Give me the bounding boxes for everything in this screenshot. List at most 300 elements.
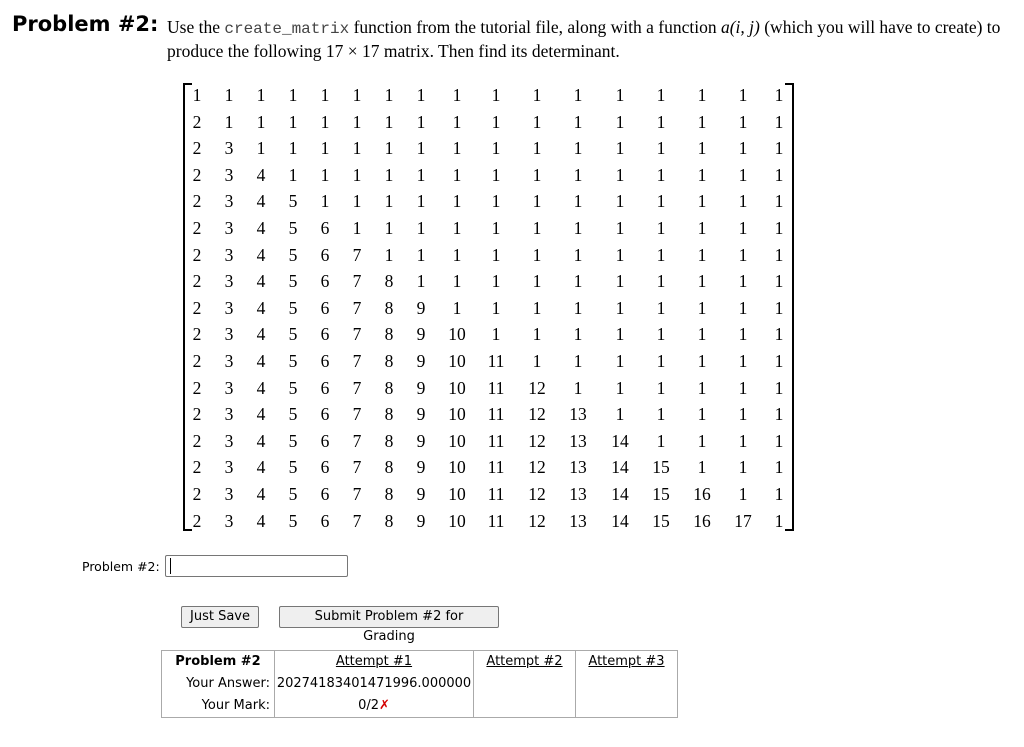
matrix-cell: 1 xyxy=(774,271,784,292)
matrix-cell: 1 xyxy=(532,297,542,318)
matrix-cell: 1 xyxy=(352,164,362,185)
matrix-cell: 1 xyxy=(532,218,542,238)
matrix-cell: 14 xyxy=(611,457,629,478)
matrix-cell: 1 xyxy=(491,271,501,292)
matrix-cell: 12 xyxy=(528,430,546,451)
matrix-cell: 1 xyxy=(416,111,426,132)
matrix-cell: 11 xyxy=(487,404,505,425)
matrix-cell: 5 xyxy=(288,297,298,318)
matrix-cell: 5 xyxy=(288,457,298,478)
matrix-cell: 14 xyxy=(611,484,629,504)
matrix-cell: 1 xyxy=(532,138,542,159)
matrix-cell: 1 xyxy=(656,85,666,105)
matrix-cell: 1 xyxy=(320,191,330,212)
matrix-cell: 2 xyxy=(192,271,202,292)
matrix-cell: 1 xyxy=(697,324,707,345)
matrix-cell: 4 xyxy=(256,271,266,292)
matrix-cell: 10 xyxy=(448,324,466,345)
matrix-cell: 4 xyxy=(256,430,266,451)
matrix-cell: 1 xyxy=(656,244,666,265)
attempt-1-link[interactable]: Attempt #1 xyxy=(335,654,413,669)
matrix-cell: 1 xyxy=(352,191,362,212)
attempt-1-column xyxy=(275,651,474,718)
function-name-code: create_matrix xyxy=(224,20,350,38)
matrix-cell: 16 xyxy=(693,484,711,504)
matrix-cell: 8 xyxy=(384,404,394,425)
matrix-cell: 1 xyxy=(697,297,707,318)
matrix-cell: 8 xyxy=(384,510,394,531)
matrix-cell: 1 xyxy=(774,164,784,185)
matrix-cell: 6 xyxy=(320,404,330,425)
attempt-2-link[interactable]: Attempt #2 xyxy=(486,654,563,669)
matrix-cell: 2 xyxy=(192,164,202,185)
matrix-cell: 2 xyxy=(192,138,202,159)
matrix-cell: 8 xyxy=(384,324,394,345)
matrix-cell: 8 xyxy=(384,457,394,478)
matrix-cell: 1 xyxy=(491,244,501,265)
matrix-cell: 9 xyxy=(416,351,426,371)
matrix-cell: 7 xyxy=(352,510,362,531)
matrix-cell: 1 xyxy=(491,191,501,212)
matrix-cell: 1 xyxy=(656,377,666,398)
matrix-cell: 1 xyxy=(256,85,266,105)
matrix-cell: 1 xyxy=(532,244,542,265)
matrix-cell: 1 xyxy=(573,324,583,345)
matrix-cell: 6 xyxy=(320,244,330,265)
matrix-cell: 1 xyxy=(573,191,583,212)
matrix-cell: 1 xyxy=(774,351,784,371)
matrix-cell: 1 xyxy=(532,191,542,212)
matrix-cell: 1 xyxy=(416,218,426,238)
matrix-cell: 2 xyxy=(192,191,202,212)
answer-label: Problem #2: xyxy=(82,559,160,574)
matrix-cell: 2 xyxy=(192,457,202,478)
matrix-cell: 4 xyxy=(256,218,266,238)
matrix-cell: 1 xyxy=(573,351,583,371)
matrix-cell: 1 xyxy=(532,324,542,345)
matrix-cell: 1 xyxy=(774,244,784,265)
matrix-cell: 1 xyxy=(774,85,784,105)
matrix-cell: 1 xyxy=(615,218,625,238)
matrix-cell: 1 xyxy=(697,111,707,132)
matrix-cell: 13 xyxy=(569,430,587,451)
matrix-cell: 1 xyxy=(615,85,625,105)
matrix-cell: 2 xyxy=(192,111,202,132)
matrix-cell: 13 xyxy=(569,404,587,425)
matrix-cell: 1 xyxy=(656,297,666,318)
matrix-cell: 1 xyxy=(615,271,625,292)
matrix-cell: 2 xyxy=(192,377,202,398)
matrix-cell: 1 xyxy=(352,85,362,105)
matrix-cell: 13 xyxy=(569,457,587,478)
matrix-cell: 1 xyxy=(416,85,426,105)
your-mark-label: Your Mark: xyxy=(201,698,270,713)
matrix-cell: 11 xyxy=(487,351,505,371)
matrix-cell: 10 xyxy=(448,404,466,425)
matrix-cell: 1 xyxy=(288,111,298,132)
matrix-cell: 5 xyxy=(288,430,298,451)
matrix-cell: 5 xyxy=(288,324,298,345)
matrix-cell: 8 xyxy=(384,377,394,398)
matrix-cell: 1 xyxy=(656,218,666,238)
matrix-cell: 10 xyxy=(448,351,466,371)
your-answer-label: Your Answer: xyxy=(186,676,270,691)
matrix-cell: 3 xyxy=(224,457,234,478)
matrix-cell: 3 xyxy=(224,218,234,238)
matrix-cell: 1 xyxy=(738,484,748,504)
matrix-cell: 2 xyxy=(192,484,202,504)
matrix-cell: 1 xyxy=(774,111,784,132)
matrix-cell: 11 xyxy=(487,430,505,451)
matrix-cell: 4 xyxy=(256,297,266,318)
matrix-cell: 7 xyxy=(352,271,362,292)
matrix-cell: 5 xyxy=(288,351,298,371)
matrix-cell: 5 xyxy=(288,191,298,212)
matrix-cell: 1 xyxy=(573,85,583,105)
answer-input[interactable] xyxy=(165,555,348,577)
matrix-cell: 1 xyxy=(656,138,666,159)
matrix-cell: 15 xyxy=(652,484,670,504)
matrix-cell: 3 xyxy=(224,297,234,318)
matrix-cell: 4 xyxy=(256,457,266,478)
matrix-cell: 1 xyxy=(656,164,666,185)
matrix-cell: 6 xyxy=(320,484,330,504)
attempt-3-link[interactable]: Attempt #3 xyxy=(588,654,665,669)
matrix-cell: 12 xyxy=(528,457,546,478)
matrix-cell: 6 xyxy=(320,297,330,318)
matrix-cell: 1 xyxy=(288,85,298,105)
matrix-cell: 1 xyxy=(320,164,330,185)
matrix-cell: 4 xyxy=(256,377,266,398)
matrix-cell: 1 xyxy=(384,244,394,265)
matrix-cell: 1 xyxy=(352,138,362,159)
matrix-cell: 1 xyxy=(697,138,707,159)
just-save-button[interactable]: Just Save xyxy=(181,606,259,628)
matrix-cell: 11 xyxy=(487,457,505,478)
attempt-1-mark: 0/2✗ xyxy=(358,698,390,713)
matrix-cell: 1 xyxy=(615,324,625,345)
matrix-cell: 10 xyxy=(448,510,466,531)
matrix-cell: 1 xyxy=(697,377,707,398)
matrix-cell: 7 xyxy=(352,430,362,451)
matrix-cell: 1 xyxy=(615,164,625,185)
matrix-cell: 13 xyxy=(569,510,587,531)
matrix-cell: 1 xyxy=(697,351,707,371)
matrix-cell: 1 xyxy=(452,271,462,292)
submit-grading-button[interactable]: Submit Problem #2 for Grading xyxy=(279,606,499,628)
matrix-cell: 1 xyxy=(573,244,583,265)
matrix-cell: 14 xyxy=(611,510,629,531)
matrix-cell: 12 xyxy=(528,484,546,504)
matrix-cell: 5 xyxy=(288,510,298,531)
matrix-cell: 1 xyxy=(491,164,501,185)
matrix-cell: 1 xyxy=(573,138,583,159)
matrix-cell: 1 xyxy=(697,164,707,185)
matrix-cell: 1 xyxy=(774,324,784,345)
matrix-cell: 1 xyxy=(384,164,394,185)
matrix-cell: 8 xyxy=(384,430,394,451)
matrix-cell: 4 xyxy=(256,164,266,185)
matrix-cell: 1 xyxy=(192,85,202,105)
attempt-2-column xyxy=(474,651,576,718)
matrix-cell: 1 xyxy=(573,271,583,292)
matrix-cell: 1 xyxy=(738,85,748,105)
matrix-cell: 3 xyxy=(224,324,234,345)
matrix-cell: 1 xyxy=(532,85,542,105)
matrix-cell: 10 xyxy=(448,484,466,504)
matrix-cell: 9 xyxy=(416,510,426,531)
matrix-cell: 11 xyxy=(487,377,505,398)
matrix-cell: 10 xyxy=(448,430,466,451)
matrix-cell: 11 xyxy=(487,510,505,531)
matrix-cell: 1 xyxy=(573,297,583,318)
matrix-cell: 1 xyxy=(774,218,784,238)
matrix-cell: 2 xyxy=(192,218,202,238)
matrix-cell: 1 xyxy=(738,164,748,185)
matrix-cell: 1 xyxy=(491,85,501,105)
matrix-cell: 1 xyxy=(320,85,330,105)
matrix-cell: 1 xyxy=(416,244,426,265)
matrix-cell: 1 xyxy=(656,404,666,425)
matrix-cell: 1 xyxy=(656,430,666,451)
matrix-cell: 1 xyxy=(697,191,707,212)
matrix-cell: 1 xyxy=(697,271,707,292)
matrix-cell: 1 xyxy=(573,111,583,132)
matrix-cell: 3 xyxy=(224,244,234,265)
matrix-cell: 1 xyxy=(384,111,394,132)
matrix-cell: 1 xyxy=(452,244,462,265)
matrix-cell: 2 xyxy=(192,351,202,371)
matrix-cell: 1 xyxy=(738,191,748,212)
matrix-cell: 1 xyxy=(256,138,266,159)
matrix-cell: 2 xyxy=(192,404,202,425)
matrix-cell: 7 xyxy=(352,297,362,318)
matrix-cell: 6 xyxy=(320,457,330,478)
matrix-cell: 5 xyxy=(288,271,298,292)
matrix-cell: 1 xyxy=(384,85,394,105)
matrix-size: 17 × 17 xyxy=(325,41,380,61)
matrix-cell: 4 xyxy=(256,324,266,345)
matrix-cell: 1 xyxy=(384,218,394,238)
matrix-cell: 1 xyxy=(615,191,625,212)
matrix-cell: 1 xyxy=(288,164,298,185)
matrix-cell: 1 xyxy=(288,138,298,159)
matrix-cell: 1 xyxy=(384,191,394,212)
matrix-cell: 5 xyxy=(288,404,298,425)
matrix-cells xyxy=(183,80,794,533)
matrix-cell: 1 xyxy=(697,404,707,425)
matrix-cell: 1 xyxy=(615,297,625,318)
wrong-x-icon: ✗ xyxy=(379,698,390,713)
matrix-cell: 1 xyxy=(738,351,748,371)
matrix-cell: 3 xyxy=(224,377,234,398)
matrix-cell: 12 xyxy=(528,510,546,531)
matrix-cell: 1 xyxy=(774,430,784,451)
matrix-cell: 3 xyxy=(224,164,234,185)
attempt-3-column xyxy=(576,651,678,718)
matrix-cell: 1 xyxy=(697,457,707,478)
matrix-cell: 1 xyxy=(738,324,748,345)
attempts-header: Problem #2 xyxy=(175,654,261,669)
matrix-cell: 1 xyxy=(320,138,330,159)
matrix-display xyxy=(183,80,794,533)
matrix-cell: 16 xyxy=(693,510,711,531)
matrix-cell: 1 xyxy=(656,324,666,345)
matrix-cell: 5 xyxy=(288,484,298,504)
matrix-cell: 1 xyxy=(256,111,266,132)
matrix-cell: 1 xyxy=(697,85,707,105)
matrix-cell: 3 xyxy=(224,138,234,159)
matrix-cell: 8 xyxy=(384,351,394,371)
matrix-cell: 1 xyxy=(532,351,542,371)
matrix-cell: 1 xyxy=(452,297,462,318)
matrix-cell: 2 xyxy=(192,324,202,345)
matrix-cell: 4 xyxy=(256,484,266,504)
matrix-cell: 8 xyxy=(384,297,394,318)
matrix-cell: 1 xyxy=(738,377,748,398)
attempts-row-labels xyxy=(162,651,275,718)
matrix-cell: 1 xyxy=(615,244,625,265)
matrix-cell: 1 xyxy=(491,297,501,318)
matrix-cell: 9 xyxy=(416,404,426,425)
matrix-cell: 7 xyxy=(352,351,362,371)
matrix-cell: 1 xyxy=(697,430,707,451)
matrix-cell: 1 xyxy=(697,218,707,238)
matrix-cell: 7 xyxy=(352,484,362,504)
matrix-cell: 17 xyxy=(734,510,752,531)
matrix-cell: 6 xyxy=(320,430,330,451)
matrix-cell: 1 xyxy=(615,111,625,132)
matrix-cell: 1 xyxy=(491,138,501,159)
matrix-cell: 1 xyxy=(352,218,362,238)
matrix-cell: 9 xyxy=(416,484,426,504)
matrix-cell: 1 xyxy=(774,191,784,212)
matrix-cell: 1 xyxy=(452,218,462,238)
matrix-cell: 1 xyxy=(416,164,426,185)
matrix-cell: 7 xyxy=(352,457,362,478)
matrix-cell: 1 xyxy=(491,324,501,345)
matrix-cell: 1 xyxy=(738,404,748,425)
matrix-cell: 3 xyxy=(224,484,234,504)
matrix-cell: 1 xyxy=(352,111,362,132)
matrix-cell: 1 xyxy=(738,297,748,318)
matrix-cell: 7 xyxy=(352,244,362,265)
matrix-cell: 1 xyxy=(774,510,784,531)
text-caret xyxy=(170,558,171,574)
problem-label: Problem #2: xyxy=(12,12,159,36)
matrix-cell: 1 xyxy=(738,218,748,238)
matrix-cell: 1 xyxy=(224,111,234,132)
matrix-cell: 1 xyxy=(452,164,462,185)
matrix-cell: 1 xyxy=(573,218,583,238)
matrix-cell: 1 xyxy=(452,138,462,159)
problem-statement: Use the create_matrix function from the tutorial file, along with a function a(i, j) (which you will have to create) to produce the following 17 × 17 matrix. Then find its determinant. xyxy=(167,17,1001,61)
matrix-cell: 1 xyxy=(416,191,426,212)
matrix-cell: 2 xyxy=(192,430,202,451)
matrix-cell: 1 xyxy=(615,351,625,371)
matrix-cell: 5 xyxy=(288,244,298,265)
matrix-cell: 11 xyxy=(487,484,505,504)
matrix-cell: 1 xyxy=(738,138,748,159)
matrix-cell: 1 xyxy=(738,430,748,451)
matrix-cell: 1 xyxy=(738,271,748,292)
attempts-table xyxy=(161,650,678,718)
matrix-cell: 1 xyxy=(774,457,784,478)
matrix-cell: 6 xyxy=(320,351,330,371)
matrix-cell: 6 xyxy=(320,271,330,292)
matrix-cell: 10 xyxy=(448,457,466,478)
matrix-cell: 1 xyxy=(532,164,542,185)
matrix-cell: 1 xyxy=(774,297,784,318)
matrix-cell: 1 xyxy=(532,111,542,132)
matrix-cell: 1 xyxy=(656,111,666,132)
matrix-cell: 6 xyxy=(320,510,330,531)
matrix-cell: 1 xyxy=(573,164,583,185)
matrix-cell: 1 xyxy=(573,377,583,398)
matrix-cell: 1 xyxy=(416,138,426,159)
matrix-cell: 1 xyxy=(774,138,784,159)
matrix-cell: 7 xyxy=(352,324,362,345)
matrix-cell: 2 xyxy=(192,297,202,318)
matrix-cell: 1 xyxy=(452,191,462,212)
matrix-cell: 1 xyxy=(416,271,426,292)
matrix-cell: 1 xyxy=(656,271,666,292)
matrix-cell: 3 xyxy=(224,191,234,212)
matrix-cell: 6 xyxy=(320,324,330,345)
matrix-cell: 1 xyxy=(774,484,784,504)
matrix-cell: 10 xyxy=(448,377,466,398)
matrix-cell: 6 xyxy=(320,377,330,398)
attempt-1-answer: 20274183401471996.000000 xyxy=(276,676,472,691)
matrix-cell: 8 xyxy=(384,271,394,292)
matrix-cell: 9 xyxy=(416,297,426,318)
matrix-cell: 15 xyxy=(652,510,670,531)
matrix-cell: 1 xyxy=(656,351,666,371)
matrix-cell: 15 xyxy=(652,457,670,478)
matrix-cell: 12 xyxy=(528,377,546,398)
matrix-cell: 3 xyxy=(224,430,234,451)
matrix-cell: 7 xyxy=(352,377,362,398)
matrix-cell: 1 xyxy=(697,244,707,265)
matrix-cell: 14 xyxy=(611,430,629,451)
matrix-cell: 3 xyxy=(224,351,234,371)
matrix-cell: 1 xyxy=(491,111,501,132)
matrix-cell: 8 xyxy=(384,484,394,504)
matrix-cell: 2 xyxy=(192,510,202,531)
matrix-cell: 3 xyxy=(224,271,234,292)
matrix-cell: 9 xyxy=(416,324,426,345)
matrix-cell: 1 xyxy=(774,404,784,425)
matrix-cell: 1 xyxy=(224,85,234,105)
matrix-cell: 1 xyxy=(452,111,462,132)
matrix-cell: 3 xyxy=(224,404,234,425)
matrix-cell: 1 xyxy=(738,244,748,265)
matrix-cell: 1 xyxy=(774,377,784,398)
matrix-cell: 1 xyxy=(532,271,542,292)
matrix-cell: 9 xyxy=(416,430,426,451)
matrix-cell: 1 xyxy=(615,377,625,398)
matrix-cell: 9 xyxy=(416,377,426,398)
matrix-cell: 1 xyxy=(452,85,462,105)
matrix-cell: 5 xyxy=(288,218,298,238)
matrix-cell: 13 xyxy=(569,484,587,504)
matrix-cell: 6 xyxy=(320,218,330,238)
matrix-cell: 1 xyxy=(656,191,666,212)
matrix-cell: 1 xyxy=(738,111,748,132)
matrix-cell: 4 xyxy=(256,510,266,531)
matrix-cell: 4 xyxy=(256,244,266,265)
matrix-cell: 3 xyxy=(224,510,234,531)
